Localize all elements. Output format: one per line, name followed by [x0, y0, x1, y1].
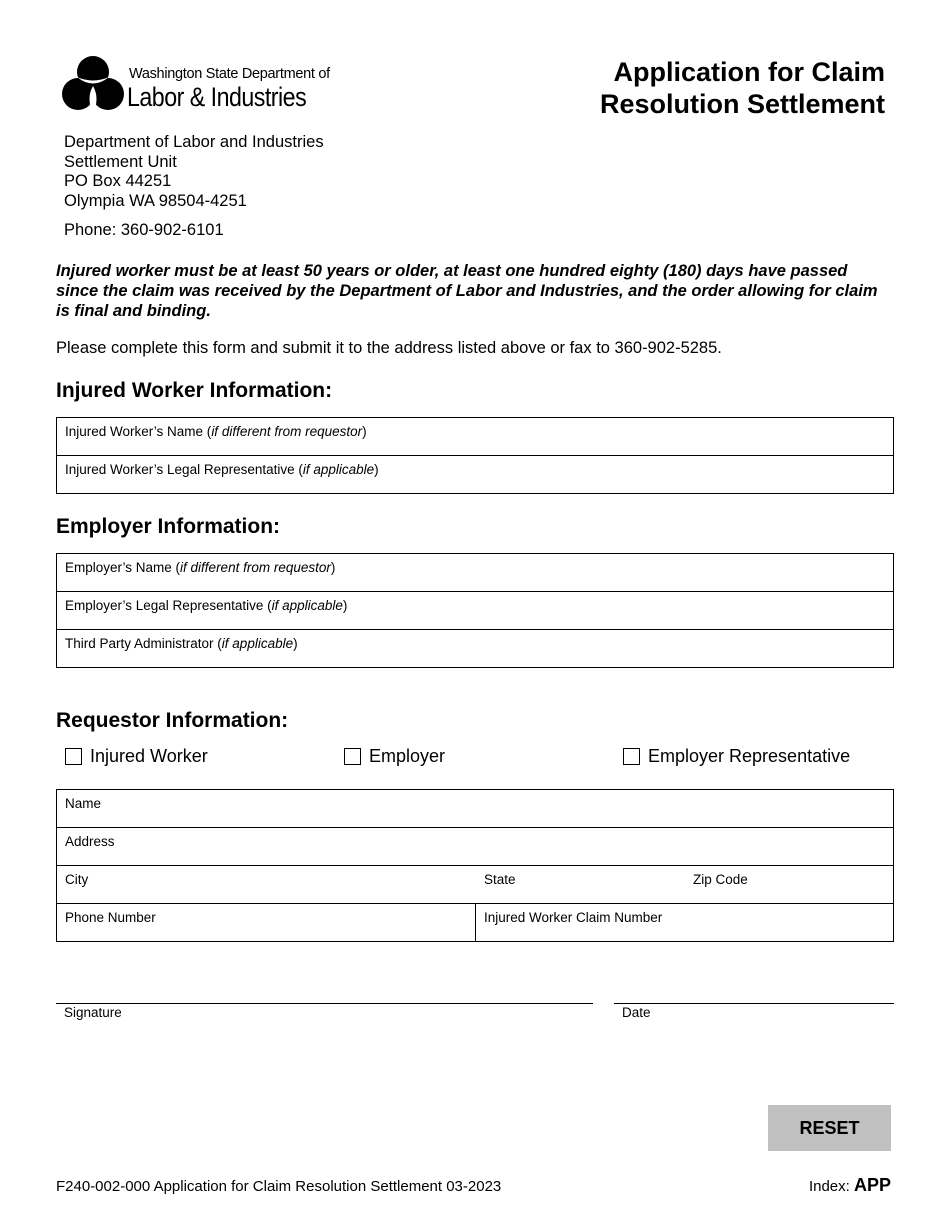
address-line-3: PO Box 44251: [64, 172, 172, 190]
claim-number-label[interactable]: Injured Worker Claim Number: [484, 910, 663, 925]
index-value: APP: [853, 1175, 891, 1195]
requestor-name-field[interactable]: [57, 790, 893, 827]
address-line-2: Settlement Unit: [64, 152, 177, 171]
employer-table: [56, 553, 894, 668]
date-line[interactable]: [614, 1003, 894, 1004]
field-label: Injured Worker’s Legal Representative (if applicable): [65, 462, 379, 477]
requestor-option-injured-worker[interactable]: [65, 746, 208, 767]
logo-text-main: Labor & Industries: [127, 82, 307, 112]
field-label: Employer’s Legal Representative (if applicable): [65, 598, 348, 613]
reset-button[interactable]: RESET: [768, 1105, 891, 1151]
injured-worker-table: [56, 417, 894, 494]
submission-instructions: Please complete this form and submit it to the address listed above or fax to 360-902-5285.: [56, 339, 722, 357]
signature-label: Signature: [64, 1005, 122, 1020]
index-footer: [809, 1175, 891, 1196]
phone-number-label[interactable]: Phone Number: [65, 910, 156, 925]
mailing-address: [64, 133, 324, 211]
third-party-administrator-field[interactable]: [57, 629, 893, 667]
injured-worker-name-field[interactable]: [57, 418, 893, 455]
lni-logo-icon: [62, 54, 124, 118]
injured-worker-representative-field[interactable]: [57, 455, 893, 493]
zip-code-label[interactable]: Zip Code: [693, 872, 748, 887]
state-label[interactable]: State: [484, 872, 516, 887]
contact-phone: Phone: 360-902-6101: [64, 221, 224, 239]
checkbox-label: Injured Worker: [90, 746, 208, 766]
index-label: Index:: [808, 1178, 854, 1195]
checkbox-label: Employer: [369, 746, 446, 766]
requestor-phone-claim-row: [57, 903, 893, 941]
field-label: Address: [65, 834, 115, 849]
address-line-4: Olympia WA 98504-4251: [64, 191, 247, 210]
column-divider: [475, 904, 476, 941]
logo-text-top: Washington State Department of: [129, 66, 330, 82]
injured-worker-heading: Injured Worker Information:: [56, 379, 333, 402]
requestor-address-field[interactable]: [57, 827, 893, 865]
field-label: Injured Worker’s Name (if different from requestor): [65, 424, 367, 439]
agency-logo: [62, 54, 332, 118]
date-label: Date: [622, 1005, 651, 1020]
checkbox-label: Employer Representative: [648, 746, 851, 766]
page-title: [600, 56, 885, 120]
checkbox[interactable]: [344, 748, 361, 765]
employer-name-field[interactable]: [57, 554, 893, 591]
requestor-city-state-zip-row: [57, 865, 893, 903]
city-label[interactable]: City: [65, 872, 89, 887]
requestor-option-employer[interactable]: [344, 746, 445, 767]
eligibility-notice: Injured worker must be at least 50 years or older, at least one hundred eighty (180) days have passed since the claim was received by the Department of Labor and Industries, and the order allowing for claim is final and binding.: [56, 262, 878, 320]
employer-representative-field[interactable]: [57, 591, 893, 629]
title-line-1: Application for Claim: [613, 57, 885, 87]
title-line-2: Resolution Settlement: [599, 89, 885, 119]
form-id-footer: F240-002-000 Application for Claim Resolution Settlement 03-2023: [56, 1178, 502, 1195]
requestor-option-employer-representative[interactable]: [623, 746, 850, 767]
field-label: Third Party Administrator (if applicable): [65, 636, 298, 651]
employer-heading: Employer Information:: [56, 515, 281, 538]
field-label: Name: [65, 796, 102, 811]
checkbox[interactable]: [623, 748, 640, 765]
checkbox[interactable]: [65, 748, 82, 765]
requestor-heading: Requestor Information:: [56, 709, 289, 732]
address-line-1: Department of Labor and Industries: [64, 133, 324, 151]
signature-line[interactable]: [56, 1003, 593, 1004]
field-label: Employer’s Name (if different from requestor): [65, 560, 336, 575]
requestor-table: [56, 789, 894, 942]
